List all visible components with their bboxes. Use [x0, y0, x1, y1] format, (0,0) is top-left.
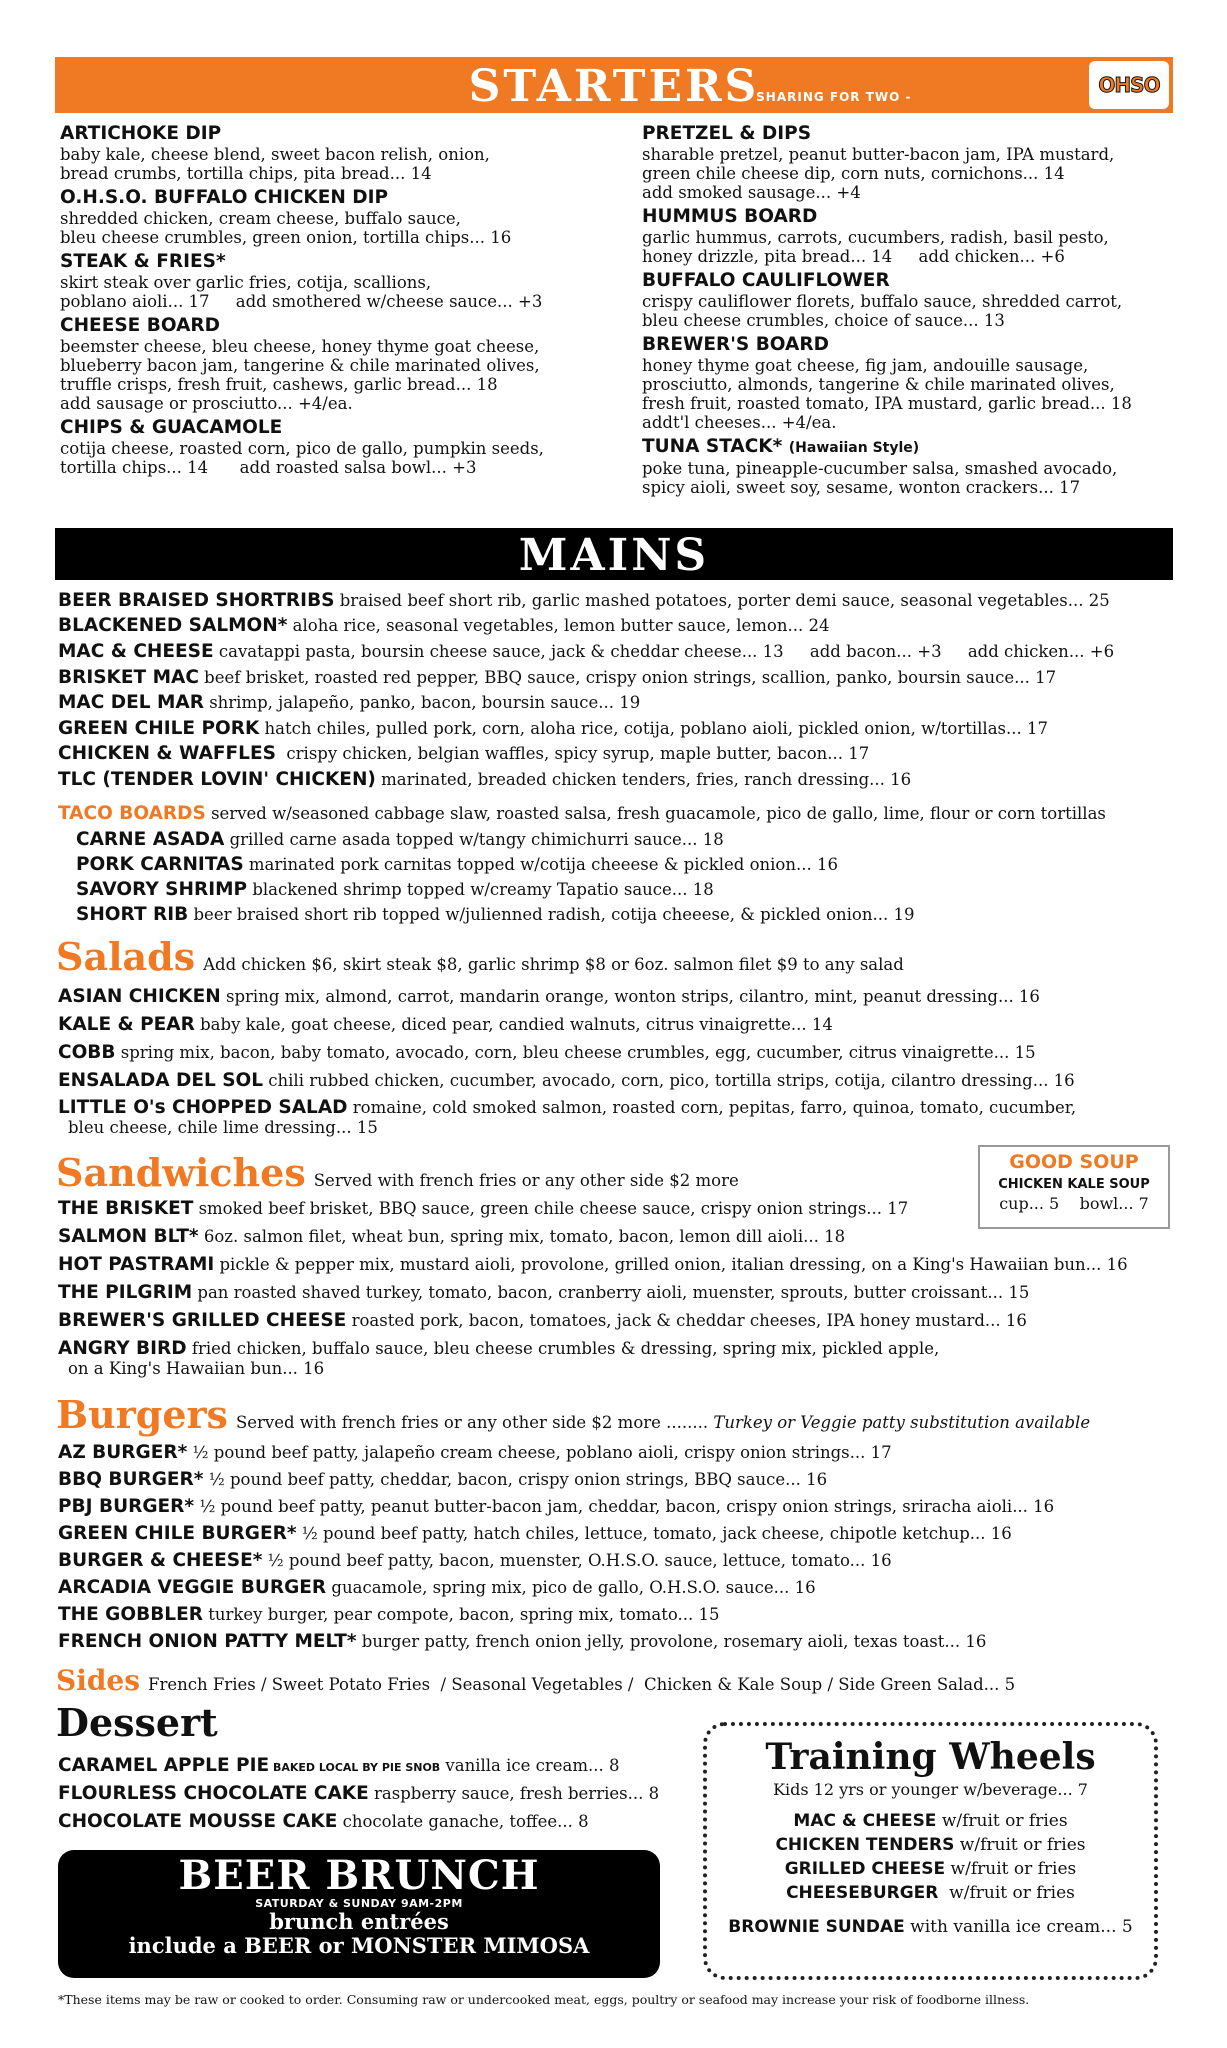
starter-item — [642, 206, 1182, 266]
good-soup-name: CHICKEN KALE SOUP — [998, 1177, 1150, 1192]
taco-item — [76, 904, 914, 926]
taco-item — [76, 879, 714, 901]
sandwich-name: BREWER'S GRILLED CHEESE — [58, 1310, 347, 1331]
starter-name: BUFFALO CAULIFLOWER — [642, 270, 890, 291]
mains-banner — [55, 528, 1173, 580]
starter-desc: skirt steak over garlic fries, cotija, scallions, poblano aioli... 17 add smothered w/cheese sauce... +3 — [60, 273, 543, 311]
main-item — [58, 743, 869, 765]
taco-name: SAVORY SHRIMP — [76, 879, 248, 900]
starter-name: ARTICHOKE DIP — [60, 123, 222, 144]
kids-name: MAC & CHEESE — [793, 1811, 937, 1831]
burger-name: BBQ BURGER* — [58, 1469, 204, 1490]
kids-item — [707, 1857, 1154, 1881]
kids-item — [707, 1809, 1154, 1833]
salad-item — [58, 1014, 833, 1036]
starter-item — [60, 187, 620, 247]
burger-item — [58, 1469, 827, 1491]
taco-item — [76, 829, 724, 851]
salad-name: ASIAN CHICKEN — [58, 986, 221, 1007]
salad-desc: romaine, cold smoked salmon, roasted corn, pepitas, farro, quinoa, tomato, cucumber, — [347, 1098, 1077, 1117]
taco-desc: beer braised short rib topped w/julienned radish, cotija cheeese, & pickled onion... 19 — [188, 905, 915, 924]
main-item — [58, 615, 829, 637]
brownie-desc: with vanilla ice cream... 5 — [904, 1917, 1133, 1937]
main-item — [58, 590, 1110, 612]
starters-subtitle: - SHARING FOR TWO - — [745, 90, 912, 104]
taco-name: PORK CARNITAS — [76, 854, 244, 875]
salad-name: KALE & PEAR — [58, 1014, 195, 1035]
burgers-note-italic: Turkey or Veggie patty substitution available — [713, 1413, 1091, 1432]
footer-disclaimer: *These items may be raw or cooked to order. Consuming raw or undercooked meat, eggs, poultry or seafood may increase your risk of foodborne illness. — [58, 1992, 1030, 2007]
sandwich-name: ANGRY BIRD — [58, 1338, 187, 1359]
sandwich-desc: 6oz. salmon filet, wheat bun, spring mix, tomato, bacon, lemon dill aioli... 18 — [198, 1227, 846, 1246]
salad-item — [58, 1070, 1075, 1092]
taco-boards-title: TACO BOARDS — [58, 803, 206, 824]
dessert-title: Dessert — [56, 1700, 218, 1745]
burger-desc: ½ pound beef patty, cheddar, bacon, crispy onion strings, BBQ sauce... 16 — [203, 1470, 828, 1489]
sandwich-desc: pickle & pepper mix, mustard aioli, provolone, grilled onion, italian dressing, on a King's Hawaiian bun... 16 — [214, 1255, 1128, 1274]
kids-desc: w/fruit or fries — [936, 1811, 1068, 1831]
burgers-title: Burgers — [56, 1392, 228, 1437]
starter-item — [60, 315, 620, 413]
main-item — [58, 718, 1048, 740]
salad-desc: spring mix, bacon, baby tomato, avocado, corn, bleu cheese crumbles, egg, cucumber, citrus vinaigrette... 15 — [115, 1043, 1036, 1062]
sandwich-name: SALMON BLT* — [58, 1226, 199, 1247]
brunch-line1: brunch entrées — [269, 1909, 449, 1934]
sandwich-desc: roasted pork, bacon, tomatoes, jack & cheddar cheeses, IPA honey mustard... 16 — [346, 1311, 1027, 1330]
sandwich-desc: fried chicken, buffalo sauce, bleu cheese crumbles & dressing, spring mix, pickled apple, — [186, 1339, 940, 1358]
main-name: BRISKET MAC — [58, 667, 199, 688]
main-desc: beef brisket, roasted red pepper, BBQ sauce, crispy onion strings, scallion, panko, boursin sauce... 17 — [198, 668, 1057, 687]
dessert-item — [58, 1755, 620, 1779]
dessert-name: FLOURLESS CHOCOLATE CAKE — [58, 1783, 369, 1804]
starter-item — [642, 270, 1182, 330]
burger-desc: turkey burger, pear compote, bacon, spring mix, tomato... 15 — [202, 1605, 720, 1624]
dessert-name: CHOCOLATE MOUSSE CAKE — [58, 1811, 338, 1832]
taco-desc: marinated pork carnitas topped w/cotija cheeese & pickled onion... 16 — [243, 855, 838, 874]
brownie-name: BROWNIE SUNDAE — [728, 1917, 905, 1937]
starters-left-column — [60, 123, 620, 481]
dessert-item — [58, 1811, 589, 1833]
burgers-note-text: Served with french fries or any other side $2 more ........ — [235, 1413, 709, 1432]
sandwich-item — [58, 1198, 908, 1220]
burger-desc: ½ pound beef patty, peanut butter-bacon jam, cheddar, bacon, crispy onion strings, sriracha aioli... 16 — [194, 1497, 1055, 1516]
main-name: BEER BRAISED SHORTRIBS — [58, 590, 335, 611]
starter-name — [642, 436, 1182, 459]
starter-name: PRETZEL & DIPS — [642, 123, 812, 144]
starter-name: HUMMUS BOARD — [642, 206, 818, 227]
main-item — [58, 692, 640, 714]
salad-item — [58, 1097, 1076, 1119]
starter-name: O.H.S.O. BUFFALO CHICKEN DIP — [60, 187, 389, 208]
burger-item — [58, 1442, 892, 1464]
burger-desc: burger patty, french onion jelly, provolone, rosemary aioli, texas toast... 16 — [356, 1632, 987, 1651]
dessert-desc: vanilla ice cream... 8 — [440, 1756, 620, 1775]
main-name: BLACKENED SALMON* — [58, 615, 288, 636]
burger-item — [58, 1631, 986, 1653]
mains-title: MAINS — [518, 530, 710, 581]
salad-item — [58, 986, 1040, 1008]
main-name: TLC (TENDER LOVIN' CHICKEN) — [58, 769, 376, 790]
main-desc: cavatappi pasta, boursin cheese sauce, jack & cheddar cheese... 13 add bacon... +3 add chicken... +6 — [213, 642, 1115, 661]
brunch-time: SATURDAY & SUNDAY 9AM-2PM — [255, 1897, 463, 1910]
sandwich-desc: smoked beef brisket, BBQ sauce, green chile cheese sauce, crispy onion strings... 17 — [193, 1199, 909, 1218]
sandwich-desc: pan roasted shaved turkey, tomato, bacon, cranberry aioli, muenster, sprouts, butter croissant... 15 — [192, 1283, 1030, 1302]
starter-name: CHEESE BOARD — [60, 315, 220, 336]
burgers-header — [56, 1392, 1090, 1437]
burger-item — [58, 1577, 816, 1599]
starter-desc: crispy cauliflower florets, buffalo sauce, shredded carrot, bleu cheese crumbles, choice of sauce... 13 — [642, 292, 1123, 330]
starter-item — [642, 334, 1182, 432]
main-name: MAC DEL MAR — [58, 692, 204, 713]
dessert-desc: raspberry sauce, fresh berries... 8 — [368, 1784, 660, 1803]
starter-item — [60, 417, 620, 477]
burger-desc: guacamole, spring mix, pico de gallo, O.H.S.O. sauce... 16 — [326, 1578, 816, 1597]
salad-name: COBB — [58, 1042, 116, 1063]
taco-boards-header — [58, 803, 1106, 825]
main-name: CHICKEN & WAFFLES — [58, 743, 276, 764]
salad-name: LITTLE O's CHOPPED SALAD — [58, 1097, 348, 1118]
sides-title: Sides — [56, 1664, 141, 1697]
sandwich-name: HOT PASTRAMI — [58, 1254, 215, 1275]
starter-name: CHIPS & GUACAMOLE — [60, 417, 283, 438]
main-item — [58, 667, 1056, 689]
main-name: GREEN CHILE PORK — [58, 718, 260, 739]
burger-name: FRENCH ONION PATTY MELT* — [58, 1631, 357, 1652]
training-wheels-box — [703, 1722, 1158, 1980]
kids-name: CHICKEN TENDERS — [775, 1835, 955, 1855]
good-soup-price: cup... 5 bowl... 7 — [999, 1194, 1149, 1213]
good-soup-title: GOOD SOUP — [1009, 1151, 1139, 1173]
kids-name: CHEESEBURGER — [786, 1883, 939, 1903]
beer-brunch-box — [58, 1850, 660, 1978]
starter-name-style: (Hawaiian Style) — [788, 440, 920, 456]
burger-item — [58, 1523, 1012, 1545]
starter-item — [60, 123, 620, 183]
ohso-logo — [1089, 61, 1169, 109]
burger-item — [58, 1496, 1054, 1518]
salad-name: ENSALADA DEL SOL — [58, 1070, 264, 1091]
main-desc: shrimp, jalapeño, panko, bacon, boursin sauce... 19 — [203, 693, 641, 712]
brunch-title: BEER BRUNCH — [178, 1852, 540, 1899]
sandwich-item — [58, 1310, 1027, 1332]
kids-item — [707, 1833, 1154, 1857]
main-desc: hatch chiles, pulled pork, corn, aloha rice, cotija, poblano aioli, pickled onion, w/tortillas... 17 — [259, 719, 1048, 738]
burger-name: PBJ BURGER* — [58, 1496, 195, 1517]
dessert-item — [58, 1783, 659, 1805]
starter-name: STEAK & FRIES* — [60, 251, 226, 272]
sandwiches-note: Served with french fries or any other side $2 more — [313, 1171, 739, 1190]
kids-name: GRILLED CHEESE — [784, 1859, 946, 1879]
main-desc: braised beef short rib, garlic mashed potatoes, porter demi sauce, seasonal vegetables... 25 — [334, 591, 1110, 610]
starter-desc: cotija cheese, roasted corn, pico de gallo, pumpkin seeds, tortilla chips... 14 add roasted salsa bowl... +3 — [60, 439, 544, 477]
main-desc: crispy chicken, belgian waffles, spicy syrup, maple butter, bacon... 17 — [275, 744, 870, 763]
sandwich-item — [58, 1254, 1128, 1276]
taco-item — [76, 854, 838, 876]
salads-title: Salads — [56, 934, 196, 979]
burger-item — [58, 1550, 892, 1572]
salads-header — [56, 934, 904, 979]
starter-desc: beemster cheese, bleu cheese, honey thyme goat cheese, blueberry bacon jam, tangerine & chile marinated olives, truffle crisps, fresh fruit, cashews, garlic bread... 18 add sausage or prosciutto... +4/ea. — [60, 337, 540, 413]
burger-name: THE GOBBLER — [58, 1604, 203, 1625]
sandwich-item — [58, 1282, 1029, 1304]
kids-desc: w/fruit or fries — [954, 1835, 1086, 1855]
dessert-desc: chocolate ganache, toffee... 8 — [337, 1812, 589, 1831]
salad-item — [58, 1042, 1036, 1064]
main-item — [58, 769, 911, 791]
burger-desc: ½ pound beef patty, jalapeño cream cheese, poblano aioli, crispy onion strings... 17 — [187, 1443, 892, 1462]
taco-boards-desc: served w/seasoned cabbage slaw, roasted salsa, fresh guacamole, pico de gallo, lime, flour or corn tortillas — [205, 804, 1106, 823]
burger-name: BURGER & CHEESE* — [58, 1550, 263, 1571]
sandwiches-title: Sandwiches — [56, 1150, 306, 1195]
starter-name-text: TUNA STACK* — [642, 436, 783, 457]
brownie-sundae — [707, 1917, 1154, 1937]
sandwich-name: THE PILGRIM — [58, 1282, 193, 1303]
training-title: Training Wheels — [765, 1736, 1096, 1778]
salad-desc-continued: bleu cheese, chile lime dressing... 15 — [68, 1118, 378, 1137]
starter-item — [642, 123, 1182, 202]
dessert-name: CARAMEL APPLE PIE — [58, 1755, 270, 1776]
starter-desc: sharable pretzel, peanut butter-bacon jam, IPA mustard, green chile cheese dip, corn nuts, cornichons... 14 add smoked sausage... +4 — [642, 145, 1115, 202]
main-name: MAC & CHEESE — [58, 641, 214, 662]
salads-note: Add chicken $6, skirt steak $8, garlic shrimp $8 or 6oz. salmon filet $9 to any salad — [203, 955, 904, 974]
main-desc: marinated, breaded chicken tenders, fries, ranch dressing... 16 — [375, 770, 912, 789]
starters-title: STARTERS — [468, 61, 760, 112]
starter-item — [60, 251, 620, 311]
kids-desc: w/fruit or fries — [938, 1883, 1075, 1903]
main-desc: aloha rice, seasonal vegetables, lemon butter sauce, lemon... 24 — [287, 616, 830, 635]
starter-desc: shredded chicken, cream cheese, buffalo sauce, bleu cheese crumbles, green onion, tortilla chips... 16 — [60, 209, 512, 247]
taco-name: SHORT RIB — [76, 904, 189, 925]
sandwich-item — [58, 1226, 845, 1248]
taco-desc: blackened shrimp topped w/creamy Tapatio sauce... 18 — [247, 880, 714, 899]
main-item — [58, 641, 1114, 663]
burgers-note — [236, 1413, 1090, 1432]
kids-desc: w/fruit or fries — [945, 1859, 1077, 1879]
sandwich-name: THE BRISKET — [58, 1198, 194, 1219]
sandwiches-header — [56, 1150, 739, 1195]
burger-name: AZ BURGER* — [58, 1442, 188, 1463]
sides-header — [56, 1664, 1015, 1697]
taco-desc: grilled carne asada topped w/tangy chimichurri sauce... 18 — [224, 830, 724, 849]
burger-name: ARCADIA VEGGIE BURGER — [58, 1577, 327, 1598]
burger-desc: ½ pound beef patty, hatch chiles, lettuce, tomato, jack cheese, chipotle ketchup... 16 — [296, 1524, 1012, 1543]
starter-desc: baby kale, cheese blend, sweet bacon relish, onion, bread crumbs, tortilla chips, pita bread... 14 — [60, 145, 490, 183]
dessert-baker: BAKED LOCAL BY PIE SNOB — [269, 1761, 441, 1774]
salad-desc: spring mix, almond, carrot, mandarin orange, wonton strips, cilantro, mint, peanut dressing... 16 — [220, 987, 1040, 1006]
training-list — [707, 1809, 1154, 1905]
starter-name: BREWER'S BOARD — [642, 334, 829, 355]
kids-item — [707, 1881, 1154, 1905]
sides-text: French Fries / Sweet Potato Fries / Seasonal Vegetables / Chicken & Kale Soup / Side Green Salad... 5 — [148, 1675, 1016, 1694]
brunch-line2: include a BEER or MONSTER MIMOSA — [128, 1933, 590, 1958]
starter-item — [642, 436, 1182, 497]
training-subtitle: Kids 12 yrs or younger w/beverage... 7 — [773, 1780, 1088, 1799]
starters-banner — [55, 57, 1173, 113]
starter-desc: poke tuna, pineapple-cucumber salsa, smashed avocado, spicy aioli, sweet soy, sesame, wonton crackers... 17 — [642, 459, 1118, 497]
sandwich-item — [58, 1338, 939, 1360]
salad-desc: baby kale, goat cheese, diced pear, candied walnuts, citrus vinaigrette... 14 — [194, 1015, 833, 1034]
logo-text: OHSO — [1098, 73, 1160, 97]
starter-desc: garlic hummus, carrots, cucumbers, radish, basil pesto, honey drizzle, pita bread... 14 add chicken... +6 — [642, 228, 1109, 266]
taco-name: CARNE ASADA — [76, 829, 225, 850]
salad-desc: chili rubbed chicken, cucumber, avocado, corn, pico, tortilla strips, cotija, cilantro dressing... 16 — [263, 1071, 1075, 1090]
burger-desc: ½ pound beef patty, bacon, muenster, O.H.S.O. sauce, lettuce, tomato... 16 — [262, 1551, 892, 1570]
burger-name: GREEN CHILE BURGER* — [58, 1523, 297, 1544]
sandwich-desc-continued: on a King's Hawaiian bun... 16 — [68, 1359, 325, 1378]
starter-desc: honey thyme goat cheese, fig jam, andouille sausage, prosciutto, almonds, tangerine & chile marinated olives, fresh fruit, roasted tomato, IPA mustard, garlic bread... 18 addt'l cheeses... +4/ea. — [642, 356, 1132, 432]
burger-item — [58, 1604, 720, 1626]
good-soup-box — [978, 1145, 1170, 1229]
starters-right-column — [642, 123, 1182, 501]
